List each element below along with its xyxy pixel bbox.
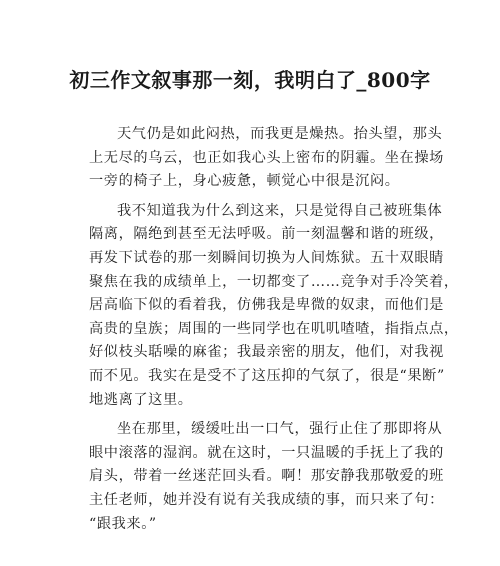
- text-line: 眼中滚落的湿润。就在这时，一只温暖的手抚上了我的: [89, 444, 444, 461]
- text-line: 再发下试卷的那一刻瞬间切换为人间炼狱。五十双眼睛: [89, 249, 444, 266]
- text-line: 而不见。我实在是受不了这压抑的气氛了，很是“果断”: [89, 367, 445, 384]
- text-line: 聚焦在我的成绩单上，一切都变了……竞争对手冷笑着，: [89, 273, 459, 290]
- text-line: 一旁的椅子上，身心疲惫，顿觉心中很是沉闷。: [89, 173, 400, 190]
- text-line: 上无尽的乌云，也正如我心头上密布的阴霾。坐在操场: [89, 149, 444, 166]
- text-line: 好似枝头聒噪的麻雀；我最亲密的朋友，他们，对我视: [89, 344, 444, 361]
- paragraph-3: [89, 418, 444, 536]
- text-line: 居高临下似的看着我，仿佛我是卑微的奴隶，而他们是: [89, 297, 444, 314]
- article-body: [89, 123, 459, 542]
- text-line: 坐在那里，缓缓吐出一口气，强行止住了那即将从: [117, 421, 443, 438]
- text-line: 主任老师，她并没有说有关我成绩的事，而只来了句：: [89, 491, 444, 508]
- paragraph-2: [89, 200, 459, 412]
- text-line: 肩头，带着一丝迷茫回头看。啊！那安静我那敬爱的班: [89, 468, 444, 485]
- page-title: 初三作文叙事那一刻，我明白了_800字: [69, 68, 431, 92]
- text-line: “跟我来。”: [89, 515, 157, 532]
- paragraph-1: [89, 123, 444, 194]
- text-line: 天气仍是如此闷热，而我更是燥热。抬头望，那头: [117, 126, 443, 142]
- text-line: 我不知道我为什么到这来，只是觉得自己被班集体: [117, 202, 443, 219]
- text-line: 地逃离了这里。: [89, 391, 193, 408]
- text-line: 隔离，隔绝到甚至无法呼吸。前一刻温馨和谐的班级，: [89, 226, 444, 243]
- text-line: 高贵的皇族；周围的一些同学也在叽叽喳喳，指指点点，: [89, 320, 459, 337]
